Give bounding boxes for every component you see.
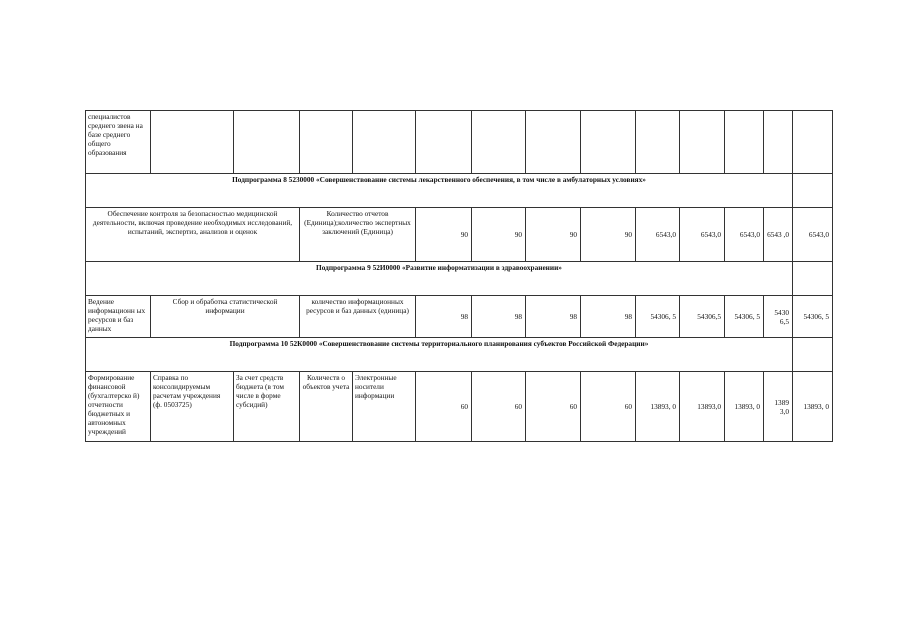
medium-cell: Электронные носители информации bbox=[353, 372, 416, 442]
activity-cell: Формирование финансовой (бухгалтерско й) отчетности бюджетных и автономных учреждений bbox=[86, 372, 151, 442]
funding-cell: 6543,0 bbox=[793, 208, 833, 262]
value-cell: 60 bbox=[526, 372, 581, 442]
value-cell: 98 bbox=[581, 296, 636, 338]
work-cell: Сбор и обработка статистической информации bbox=[151, 296, 300, 338]
table-row-subprogram-8 bbox=[86, 208, 833, 262]
value-cell: 60 bbox=[472, 372, 526, 442]
value-cell: 60 bbox=[416, 372, 472, 442]
subprogram-9-header-row bbox=[86, 262, 833, 296]
subprogram-10-header-row bbox=[86, 338, 833, 372]
activity-cell: Обеспечение контроля за безопасностью медицинской деятельности, включая проведение необходимых исследований, испытаний, экспертиз, анализов и оценок bbox=[86, 208, 300, 262]
cell-specialists-desc: специалистов среднего звена на базе среднего общего образования bbox=[86, 111, 151, 174]
source-cell: За счет средств бюджета (в том числе в форме субсидий) bbox=[234, 372, 300, 442]
funding-cell: 6543,0 bbox=[725, 208, 764, 262]
funding-cell: 5430 6,5 bbox=[764, 296, 793, 338]
indicator-cell: Количеств о объектов учета bbox=[300, 372, 353, 442]
funding-cell: 1389 3,0 bbox=[764, 372, 793, 442]
funding-cell: 13893, 0 bbox=[793, 372, 833, 442]
table-row-specialists bbox=[86, 111, 833, 174]
subprogram-9-title: Подпрограмма 9 52И0000 «Развитие информатизации в здравоохранении» bbox=[86, 262, 793, 296]
indicator-cell: количество информационных ресурсов и баз данных (единица) bbox=[300, 296, 416, 338]
funding-cell: 54306, 5 bbox=[636, 296, 680, 338]
funding-cell: 13893,0 bbox=[680, 372, 725, 442]
funding-cell: 54306,5 bbox=[680, 296, 725, 338]
indicator-cell: Количество отчетов (Единица);количество экспертных заключений (Единица) bbox=[300, 208, 416, 262]
subprogram-8-header-row bbox=[86, 174, 833, 208]
value-cell: 98 bbox=[526, 296, 581, 338]
activity-cell: Ведение информационн ых ресурсов и баз данных bbox=[86, 296, 151, 338]
table-row-subprogram-9 bbox=[86, 296, 833, 338]
value-cell: 90 bbox=[581, 208, 636, 262]
funding-cell: 6543,0 bbox=[680, 208, 725, 262]
document-cell: Справка по консолидируемым расчетам учреждения (ф. 0503725) bbox=[151, 372, 234, 442]
value-cell: 90 bbox=[472, 208, 526, 262]
funding-cell: 13893, 0 bbox=[725, 372, 764, 442]
budget-table bbox=[85, 110, 833, 442]
table-row-subprogram-10 bbox=[86, 372, 833, 442]
funding-cell: 13893, 0 bbox=[636, 372, 680, 442]
funding-cell: 54306, 5 bbox=[725, 296, 764, 338]
value-cell: 98 bbox=[416, 296, 472, 338]
value-cell: 90 bbox=[416, 208, 472, 262]
funding-cell: 6543,0 bbox=[636, 208, 680, 262]
subprogram-8-title: Подпрограмма 8 5230000 «Совершенствование системы лекарственного обеспечения, в том числе в амбулаторных условиях» bbox=[86, 174, 793, 208]
funding-cell: 54306, 5 bbox=[793, 296, 833, 338]
funding-cell: 6543 ,0 bbox=[764, 208, 793, 262]
value-cell: 98 bbox=[472, 296, 526, 338]
value-cell: 90 bbox=[526, 208, 581, 262]
value-cell: 60 bbox=[581, 372, 636, 442]
subprogram-10-title: Подпрограмма 10 52К0000 «Совершенствование системы территориального планирования субъектов Российской Федерации» bbox=[86, 338, 793, 372]
